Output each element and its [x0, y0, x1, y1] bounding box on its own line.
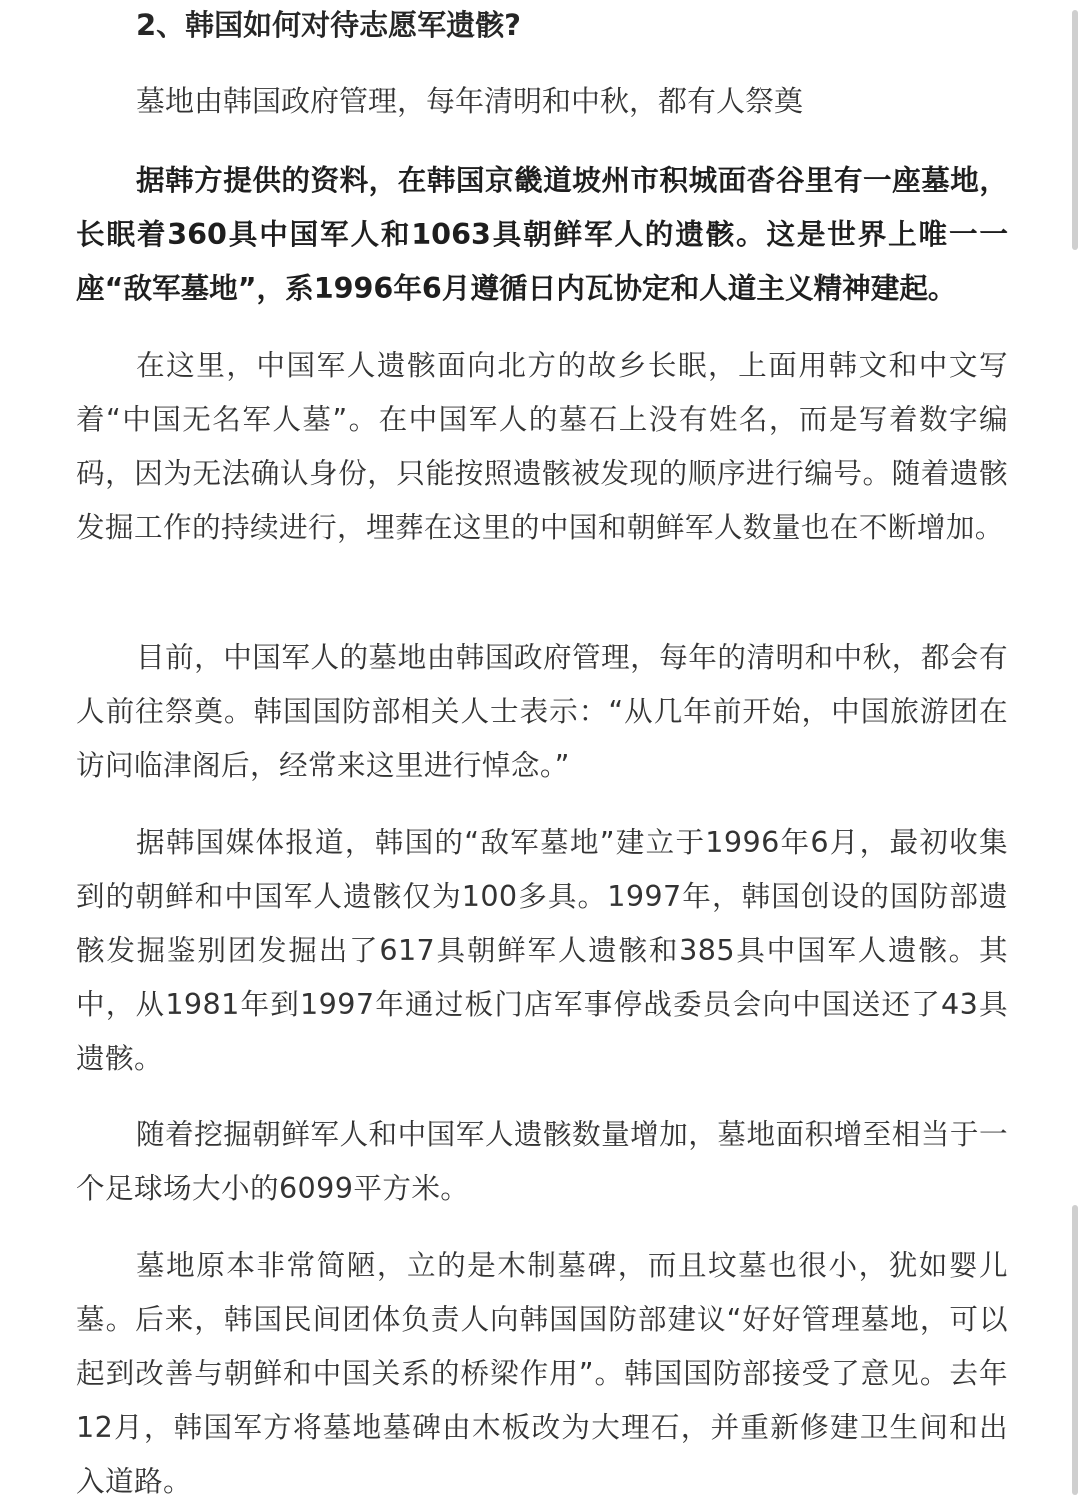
- paragraph-media-report: 据韩国媒体报道，韩国的“敌军墓地”建立于1996年6月，最初收集到的朝鲜和中国军人遗骸仅为100多具。1997年，韩国创设的国防部遗骸发掘鉴别团发掘出了617具朝鲜军人遗骸和385具中国军人遗骸。其中，从1981年到1997年通过板门店军事停战委员会向中国送还了43具遗骸。: [76, 825, 1008, 1075]
- paragraph-unnamed-graves: 在这里，中国军人遗骸面向北方的故乡长眠，上面用韩文和中文写着“中国无名军人墓”。在中国军人的墓石上没有姓名，而是写着数字编码，因为无法确认身份，只能按照遗骸被发现的顺序进行编号。随着遗骸发掘工作的持续进行，埋葬在这里的中国和朝鲜军人数量也在不断增加。: [76, 348, 1008, 544]
- section-heading: 2、韩国如何对待志愿军遗骸?: [136, 8, 522, 42]
- scrollbar[interactable]: [1070, 0, 1080, 1502]
- scrollbar-thumb-secondary[interactable]: [1072, 1205, 1078, 1495]
- paragraph-renovation: 墓地原本非常简陋，立的是木制墓碑，而且坟墓也很小，犹如婴儿墓。后来，韩国民间团体负责人向韩国国防部建议“好好管理墓地，可以起到改善与朝鲜和中国关系的桥梁作用”。韩国国防部接受了意见。去年12月，韩国军方将墓地墓碑由木板改为大理石，并重新修建卫生间和出入道路。: [76, 1248, 1008, 1498]
- paragraph-cemetery-intro: 据韩方提供的资料，在韩国京畿道坡州市积城面沓谷里有一座墓地，长眠着360具中国军人和1063具朝鲜军人的遗骸。这是世界上唯一一座“敌军墓地”，系1996年6月遵循日内瓦协定和人道主义精神建起。: [76, 163, 1008, 305]
- paragraph-area-expansion: 随着挖掘朝鲜军人和中国军人遗骸数量增加，墓地面积增至相当于一个足球场大小的6099平方米。: [76, 1117, 1008, 1205]
- paragraph-management: 目前，中国军人的墓地由韩国政府管理，每年的清明和中秋，都会有人前往祭奠。韩国国防部相关人士表示：“从几年前开始，中国旅游团在访问临津阁后，经常来这里进行悼念。”: [76, 640, 1008, 782]
- scrollbar-thumb[interactable]: [1072, 10, 1078, 250]
- section-subheading: 墓地由韩国政府管理，每年清明和中秋，都有人祭奠: [136, 84, 804, 118]
